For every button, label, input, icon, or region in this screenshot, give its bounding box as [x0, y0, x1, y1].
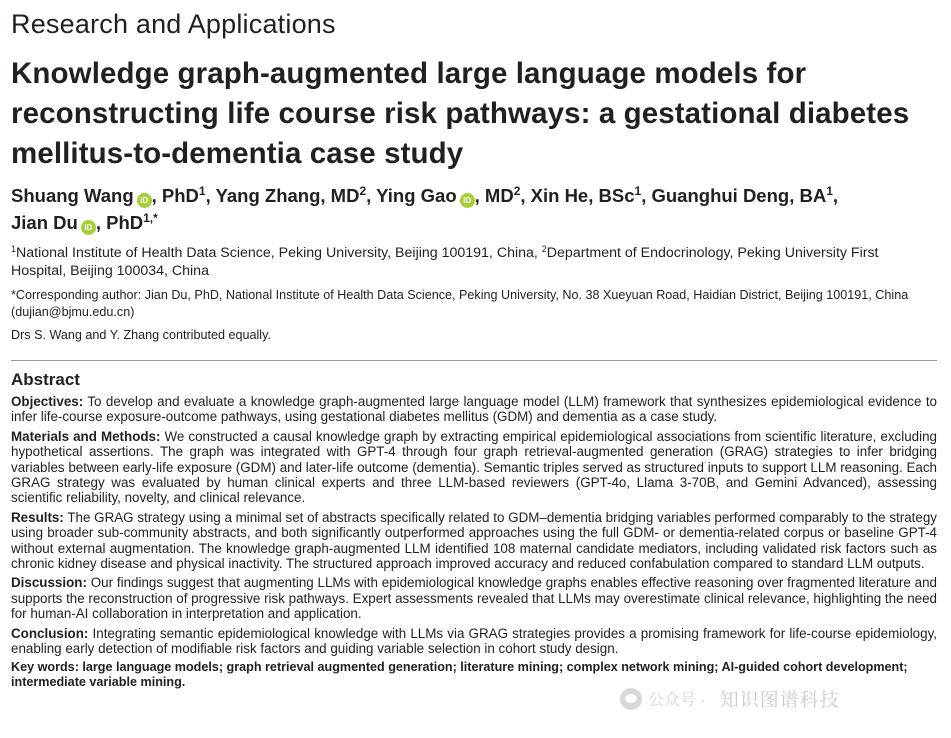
author-degree: , PhD	[95, 212, 144, 233]
abstract-methods	[11, 429, 937, 506]
abstract-conclusion	[11, 626, 937, 657]
divider	[11, 360, 937, 361]
abstract-heading: Abstract	[11, 370, 80, 389]
section-text-conclusion: Integrating semantic epidemiological knowledge with LLMs via GRAG strategies provides a promising framework for life-course epidemiology, enabling early detection of modifiable risk factors and guiding variable selection in cohort study design.	[11, 625, 937, 657]
author-name: Ying Gao	[376, 185, 457, 206]
corresponding-author: *Corresponding author: Jian Du, PhD, National Institute of Health Data Science, Peking University, No. 38 Xueyuan Road, Haidian District, Beijing 100191, China (dujian@bjmu.edu.cn)	[11, 288, 909, 319]
affiliation-1-marker: 1	[11, 244, 17, 254]
section-label: Research and Applications	[11, 9, 336, 39]
author-degree: , BSc	[588, 185, 635, 206]
author-name: Shuang Wang	[11, 185, 134, 206]
author-list	[11, 182, 937, 236]
author-degree: , MD	[474, 185, 514, 206]
affiliation-2-marker: 2	[541, 244, 547, 254]
orcid-icon[interactable]: iD	[81, 220, 96, 235]
keywords-label: Key words:	[11, 659, 79, 674]
abstract-results	[11, 510, 937, 572]
author-separator: ,	[832, 185, 839, 206]
author-separator: ,	[205, 185, 216, 206]
author-affiliation-marker: 1	[826, 184, 833, 198]
section-label-objectives: Objectives:	[11, 394, 84, 409]
author-degree: , BA	[789, 185, 827, 206]
section-text-results: The GRAG strategy using a minimal set of abstracts specifically related to GDM–dementia bridging variables performed comparably to the strategy using broader sub-community abstracts, and both significantly outperformed approaches using the full GDM- or dementia-related corpus or baseline GPT-4 without external augmentation. The knowledge graph-augmented LLM identified 108 maternal candidate mediators, including validated risk factors such as chronic kidney disease and physical inactivity. The structured approach improved accuracy and reduced confabulation compared to standard LLM outputs.	[11, 509, 937, 572]
author-name: Xin He	[530, 185, 589, 206]
author-affiliation-marker: 1	[634, 184, 642, 198]
affiliation-2: Department of Endocrinology, Peking University First Hospital, Beijing 100034, China	[11, 245, 879, 279]
watermark-label: 公众号 ·	[648, 692, 706, 709]
section-label-conclusion: Conclusion:	[11, 625, 89, 641]
author-name: Guanghui Deng	[651, 185, 790, 206]
author-name: Jian Du	[11, 212, 78, 233]
keywords-text: large language models; graph retrieval augmented generation; literature mining; complex network mining; AI-guided cohort development; intermediate variable mining.	[11, 659, 908, 689]
abstract-discussion	[11, 575, 937, 621]
author-degree: , PhD	[151, 185, 199, 206]
section-label-methods: Materials and Methods:	[11, 428, 161, 444]
watermark-brand: 知识图谱科技	[719, 690, 840, 711]
author-degree: , MD	[320, 185, 360, 206]
section-text-objectives: To develop and evaluate a knowledge graph-augmented large language model (LLM) framework that synthesizes epidemiological evidence to infer life-course exposure-outcome pathways, using gestational diabetes mellitus (GDM) and dementia as a case study.	[11, 394, 937, 425]
author-affiliation-marker: 1,*	[143, 211, 158, 225]
author-separator: ,	[520, 185, 531, 206]
author-name: Yang Zhang	[215, 185, 321, 206]
author-affiliation-marker: 2	[513, 184, 521, 198]
author-separator: ,	[366, 185, 377, 206]
section-label-results: Results:	[11, 509, 64, 525]
section-label-discussion: Discussion:	[11, 575, 87, 591]
affiliations	[11, 244, 937, 280]
section-text-discussion: Our findings suggest that augmenting LLMs with epidemiological knowledge graphs enables effective reasoning over fragmented literature and supports the reconstruction of progressive risk pathways. Expert assessments revealed that LLMs may overestimate clinical relevance, highlighting the need for human-AI collaboration in interpretation and application.	[11, 575, 937, 622]
author-affiliation-marker: 1	[198, 184, 206, 198]
abstract-body	[11, 394, 937, 657]
author-separator: ,	[641, 185, 652, 206]
author-affiliation-marker: 2	[359, 184, 367, 198]
orcid-icon[interactable]: iD	[137, 193, 152, 208]
article-title: Knowledge graph-augmented large language models for reconstructing life course risk pathways: a gestational diabetes mellitus-to-dementia case study	[11, 57, 910, 170]
article-page	[11, 0, 937, 690]
section-text-methods: We constructed a causal knowledge graph by extracting empirical epidemiological associations from scientific literature, excluding hypothetical assertions. The graph was integrated with GPT-4 through four graph retrieval-augmented generation (GRAG) strategies to infer bridging variables between early-life exposure (GDM) and later-life outcome (dementia). Semantic triples served as structured inputs to support LLM reasoning. Each GRAG strategy was evaluated by human clinical experts and three LLM-based reviewers (GPT-4o, Llama 3-70B, and Gemini Advanced), assessing scientific reliability, novelty, and clinical relevance.	[11, 428, 937, 506]
keywords	[11, 660, 937, 691]
orcid-icon[interactable]: iD	[460, 193, 475, 208]
equal-contribution-note: Drs S. Wang and Y. Zhang contributed equally.	[11, 328, 271, 342]
affiliation-1: National Institute of Health Data Science, Peking University, Beijing 100191, China,	[16, 245, 542, 261]
abstract-objectives	[11, 394, 937, 425]
wechat-icon	[620, 688, 642, 710]
